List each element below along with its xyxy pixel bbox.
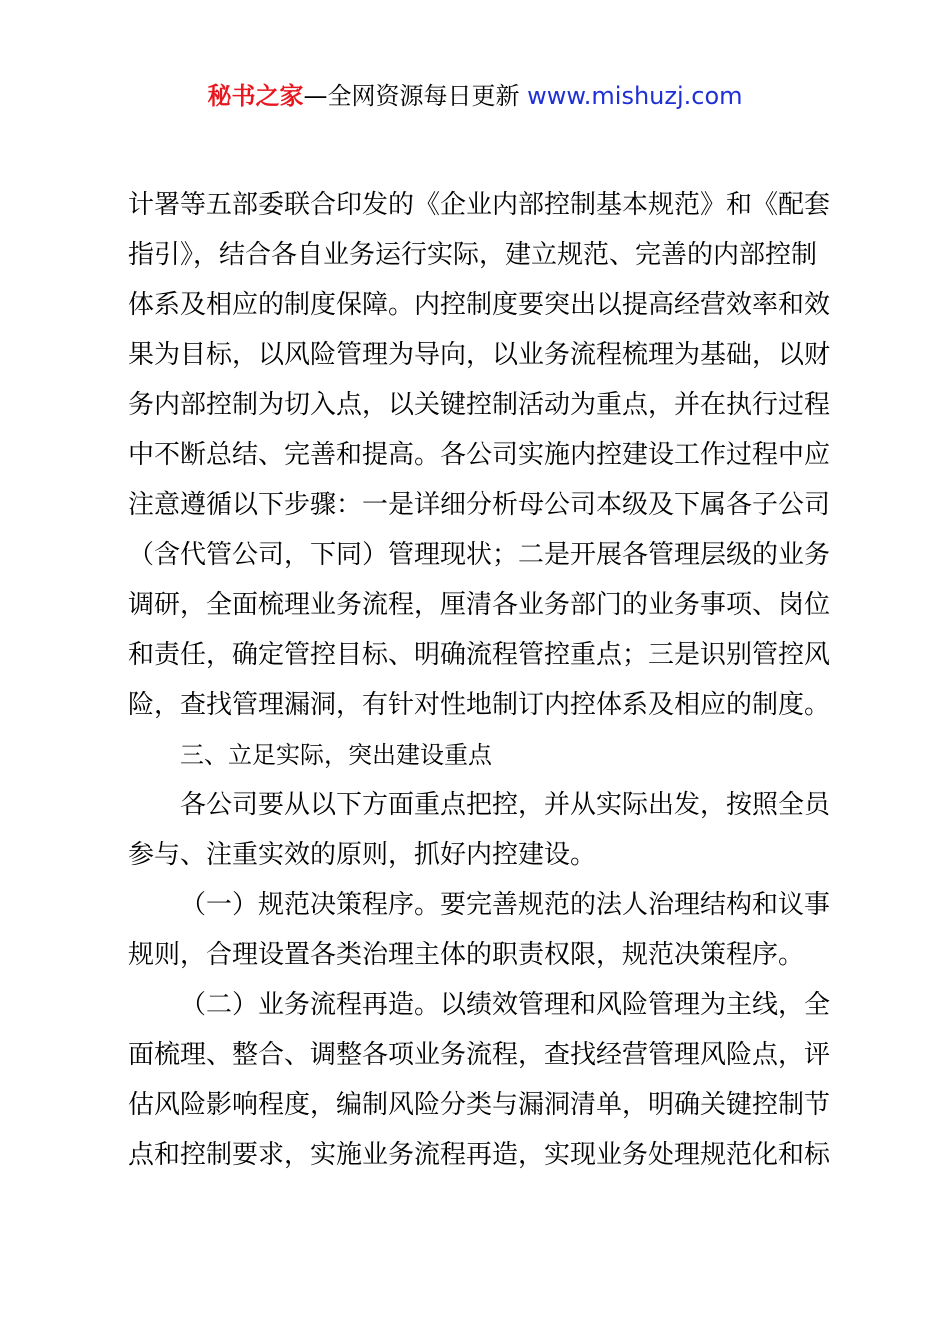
paragraph-line: 险，查找管理漏洞，有针对性地制订内控体系及相应的制度。 — [128, 690, 831, 720]
paragraph-line: （二）业务流程再造。以绩效管理和风险管理为主线，全 — [180, 990, 831, 1020]
paragraph-line: 各公司要从以下方面重点把控，并从实际出发，按照全员 — [180, 790, 831, 820]
paragraph-line: 和责任，确定管控目标、明确流程管控重点；三是识别管控风 — [128, 640, 831, 670]
paragraph-line: 面梳理、整合、调整各项业务流程，查找经营管理风险点，评 — [128, 1040, 831, 1070]
paragraph-line: 规则，合理设置各类治理主体的职责权限，规范决策程序。 — [128, 940, 805, 970]
site-url-link[interactable]: www.mishuzj.com — [527, 82, 743, 110]
paragraph-line: 指引》，结合各自业务运行实际，建立规范、完善的内部控制 — [128, 240, 818, 270]
paragraph-line: 果为目标，以风险管理为导向，以业务流程梳理为基础，以财 — [128, 340, 831, 370]
header-tagline: —全网资源每日更新 — [303, 82, 520, 110]
document-body — [128, 180, 834, 1180]
paragraph-line: 务内部控制为切入点，以关键控制活动为重点，并在执行过程 — [128, 390, 831, 420]
paragraph-line: （一）规范决策程序。要完善规范的法人治理结构和议事 — [180, 890, 831, 920]
brand-name: 秘书之家 — [207, 82, 304, 110]
paragraph-line: 估风险影响程度，编制风险分类与漏洞清单，明确关键控制节 — [128, 1090, 831, 1120]
paragraph-line: 体系及相应的制度保障。内控制度要突出以提高经营效率和效 — [128, 290, 831, 320]
paragraph-line: 中不断总结、完善和提高。各公司实施内控建设工作过程中应 — [128, 440, 831, 470]
paragraph-line: 注意遵循以下步骤：一是详细分析母公司本级及下属各子公司 — [128, 490, 831, 520]
paragraph-line: 计署等五部委联合印发的《企业内部控制基本规范》和《配套 — [128, 190, 831, 220]
section-heading: 三、立足实际，突出建设重点 — [180, 741, 492, 769]
site-header — [0, 80, 950, 112]
paragraph-line: （含代管公司，下同）管理现状；二是开展各管理层级的业务 — [128, 540, 831, 570]
paragraph-line: 点和控制要求，实施业务流程再造，实现业务处理规范化和标 — [128, 1140, 831, 1170]
paragraph-line: 调研，全面梳理业务流程，厘清各业务部门的业务事项、岗位 — [128, 590, 831, 620]
paragraph-line: 参与、注重实效的原则，抓好内控建设。 — [128, 840, 597, 870]
